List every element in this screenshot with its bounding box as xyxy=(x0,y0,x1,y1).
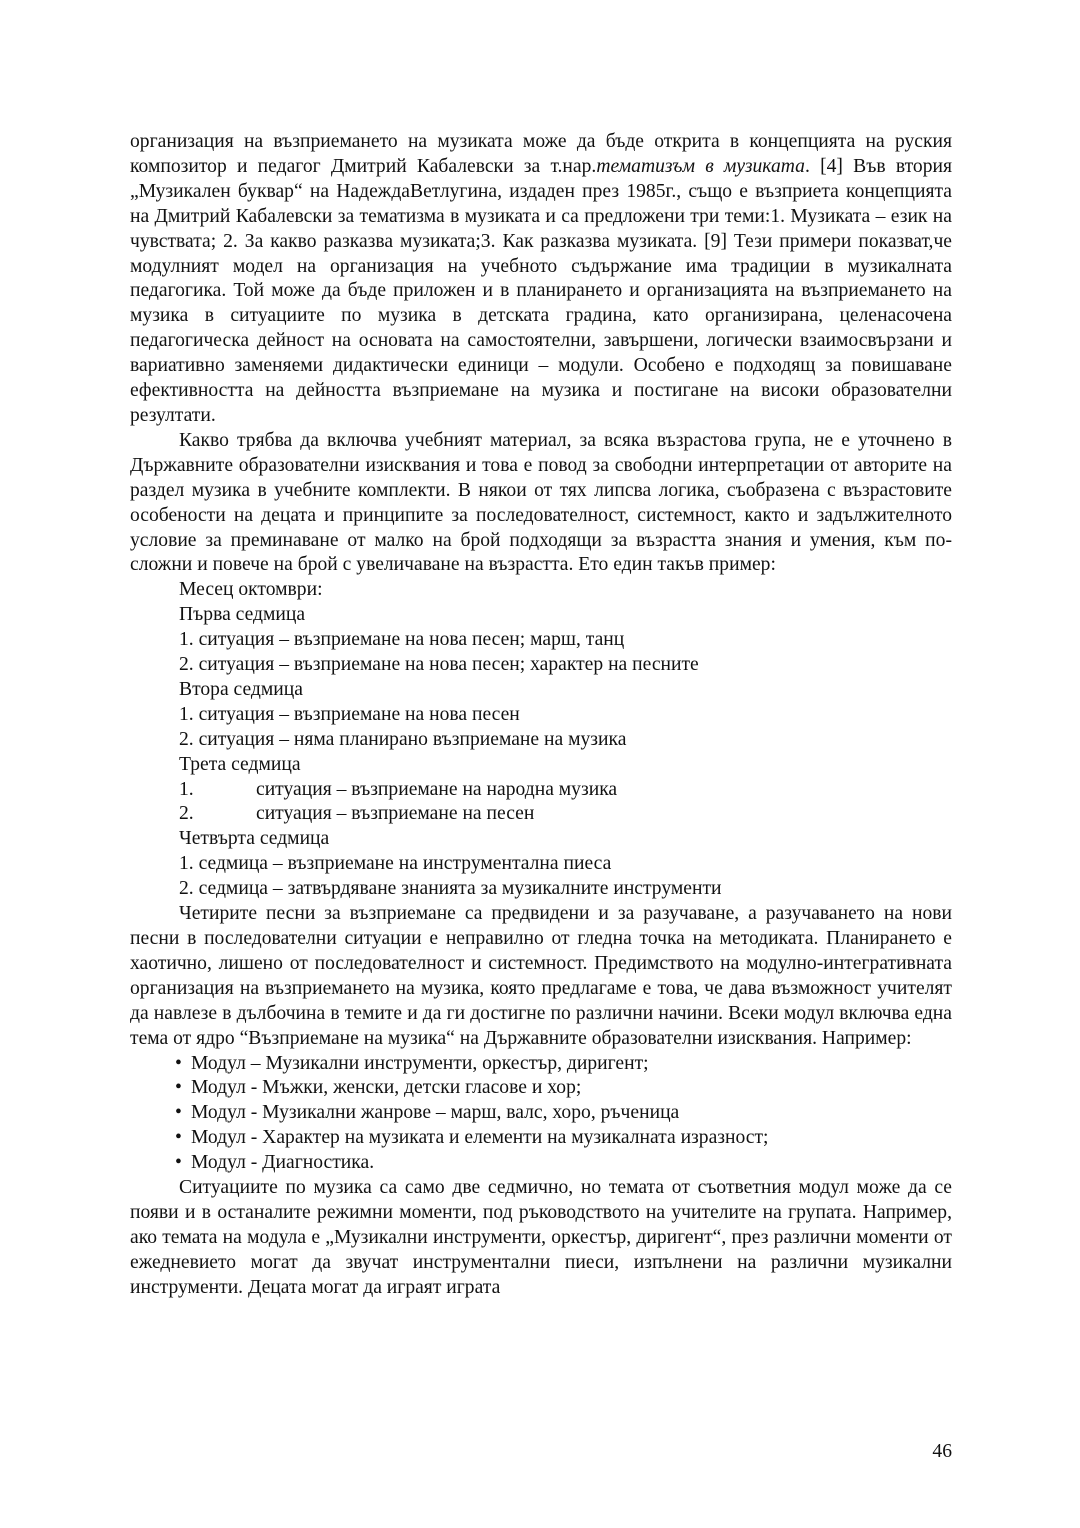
plan-item: 2. ситуация – възприемане на нова песен; характер на песните xyxy=(179,654,699,676)
emphasis-term: тематизъм в музиката xyxy=(596,155,805,177)
paragraph-curriculum: Какво трябва да включва учебният материал, за всяка възрастова група, не е уточнено в Държавните образователни изисквания и това е повод за свободни интерпретации от авторите на раздел музика в учебните комплекти. В някои от тях липсва логика, съобразена с възрастовите особености на децата и принципите за последователност, системност, както и задължителното условие за преминаване от малко на брой подходящи за възрастта знания и умения, към по-сложни и повече на брой с увеличаване на възрастта. Ето един такъв пример: xyxy=(130,429,952,576)
paragraph-advantage: Четирите песни за възприемане са предвидени и за разучаване, а разучаването на нови песни в последователни ситуации е неправилно от гледна точка на методиката. Планирането е хаотично, лишено от последователност и системност. Предимството на модулно-интегративната организация на възприемането на музика, която предлагаме е това, че дава възможност учителят да навлезе в дълбочина в темите и да ги достигне по различни начини. Всеки модул включва една тема от ядро “Възприемане на музика“ на Държавните образователни изисквания. Например: xyxy=(130,903,952,1049)
bullet-icon: • xyxy=(175,1052,182,1074)
bullet-icon: • xyxy=(175,1152,182,1174)
page-number: 46 xyxy=(932,1441,952,1462)
page-body xyxy=(130,130,952,1301)
plan-item xyxy=(130,802,952,827)
plan-week-heading: Трета седмица xyxy=(179,753,301,775)
bullet-icon: • xyxy=(175,1127,182,1149)
paragraph-text: . [4] Във втория „Музикален буквар“ на НадеждаВетлугина, издаден през 1985г., също е възприета концепцията на Дмитрий Кабалевски за тематизма в музиката и са предложени три теми:1. Музиката – език на чувствата; 2. За какво разказва музиката;3. Как разказва музиката. [9] Тези примери показват,че модулният модел на организация на учебното съдържание има традиции в музикалната педагогика. Той може да бъде приложен и в планирането и организацията на възприемането на музика в ситуациите по музика в детската градина, като организирана, целенасочена педагогическа дейност на основата на самостоятелни, завършени, логически взаимосвързани и вариативно заменяеми дидактически единици – модули. Особено е подходящ за повишаване ефективността на дейността възприемане на музика и постигане на високи образователни резултати. xyxy=(130,155,952,426)
module-list-item xyxy=(130,1101,952,1126)
paragraph-intro xyxy=(130,130,952,429)
plan-item-text: ситуация – възприемане на народна музика xyxy=(256,778,618,800)
plan-item: 2. ситуация – няма планирано възприемане на музика xyxy=(179,728,627,750)
plan-item: 2. седмица – затвърдяване знанията за музикалните инструменти xyxy=(179,878,722,900)
plan-item-number: 2. xyxy=(179,803,194,825)
paragraph-situations: Ситуациите по музика са само две седмично, но темата от съответния модул може да се появи и в останалите режимни моменти, под ръководството на учителите на групата. Например, ако темата на модула е „Музикални инструменти, оркестър, диригент“, през различни моменти от ежедневието могат да звучат инструментални пиеси, изпълнени на различни музикални инструменти. Децата могат да играят играта xyxy=(130,1177,952,1298)
plan-item: 1. ситуация – възприемане на нова песен xyxy=(179,703,520,725)
module-list-item xyxy=(130,1052,952,1077)
module-text: Модул - Диагностика. xyxy=(191,1152,375,1174)
module-list-item xyxy=(130,1151,952,1176)
plan-item: 1. седмица – възприемане на инструментална пиеса xyxy=(179,853,612,875)
module-text: Модул - Мъжки, женски, детски гласове и хор; xyxy=(191,1077,582,1099)
plan-week-heading: Първа седмица xyxy=(179,604,306,626)
plan-item-text: ситуация – възприемане на песен xyxy=(256,803,535,825)
bullet-icon: • xyxy=(175,1077,182,1099)
module-text: Модул - Музикални жанрове – марш, валс, хоро, ръченица xyxy=(191,1102,680,1124)
bullet-icon: • xyxy=(175,1102,182,1124)
module-text: Модул - Характер на музиката и елементи на музикалната изразност; xyxy=(191,1127,769,1149)
paragraph-text: организация на възприемането на музиката може да бъде открита в концепцията на руския композитор и педагог Дмитрий Кабалевски за т.нар. xyxy=(130,131,952,177)
plan-item xyxy=(130,778,952,803)
plan-week-heading: Втора седмица xyxy=(179,678,303,700)
module-list-item xyxy=(130,1076,952,1101)
plan-item-number: 1. xyxy=(179,778,194,800)
plan-month: Месец октомври: xyxy=(179,579,323,601)
module-list-item xyxy=(130,1126,952,1151)
plan-week-heading: Четвърта седмица xyxy=(179,828,330,850)
plan-item: 1. ситуация – възприемане на нова песен; марш, танц xyxy=(179,629,625,651)
module-text: Модул – Музикални инструменти, оркестър, диригент; xyxy=(191,1052,649,1074)
